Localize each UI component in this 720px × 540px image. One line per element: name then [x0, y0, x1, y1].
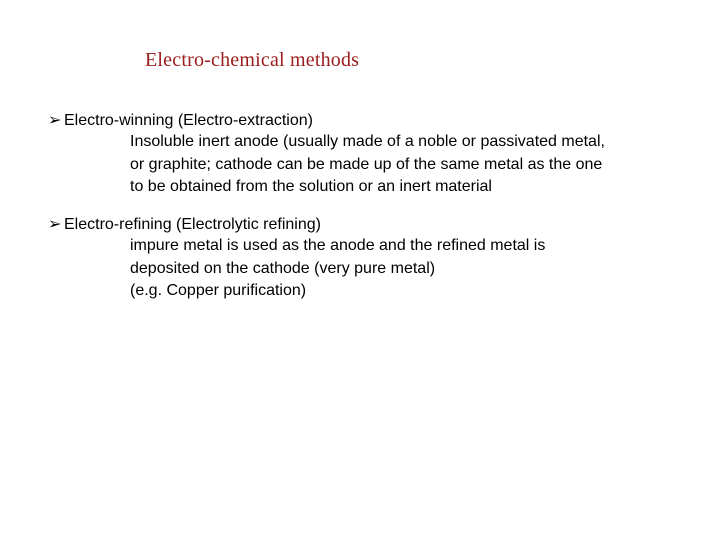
section-heading-row: [48, 213, 545, 235]
section-body: [130, 235, 545, 303]
section-electro-refining: [48, 213, 545, 303]
arrow-bullet-icon: ➢: [48, 214, 62, 233]
body-line: deposited on the cathode (very pure metal): [130, 259, 436, 277]
body-line: or graphite; cathode can be made up of the same metal as the one: [130, 155, 603, 173]
section-body: [130, 131, 605, 199]
body-line: impure metal is used as the anode and the refined metal is: [130, 237, 546, 254]
slide-title: Electro-chemical methods: [145, 49, 360, 71]
section-heading: Electro-winning (Electro-extraction): [64, 112, 313, 129]
body-line: to be obtained from the solution or an inert material: [130, 178, 492, 195]
section-electro-winning: [48, 109, 605, 199]
arrow-bullet-icon: ➢: [48, 110, 62, 129]
body-line: Insoluble inert anode (usually made of a noble or passivated metal,: [130, 133, 605, 150]
section-heading: Electro-refining (Electrolytic refining): [64, 216, 321, 233]
section-heading-row: [48, 109, 605, 131]
body-line: (e.g. Copper purification): [130, 282, 307, 299]
